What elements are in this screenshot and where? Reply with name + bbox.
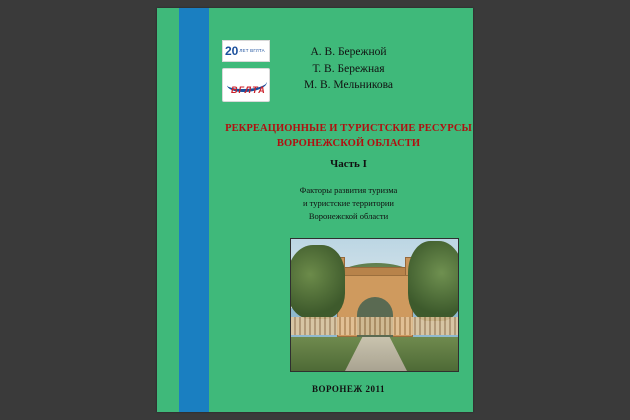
book-cover xyxy=(157,8,473,412)
anniversary-number: 20 xyxy=(225,44,239,58)
volume-part: Часть I xyxy=(330,158,367,170)
spine-green-outer xyxy=(157,8,179,412)
spine-blue-band xyxy=(179,8,209,412)
photo-fence xyxy=(291,317,458,335)
cover-photograph xyxy=(290,238,459,372)
anniversary-label: ЛЕТ ВГЛТА xyxy=(239,47,265,53)
author-3: М. В. Мельникова xyxy=(303,79,393,92)
authors-block xyxy=(214,44,473,94)
publisher-logo-text: ВГЛТА xyxy=(231,85,266,95)
author-2: Т. В. Бережная xyxy=(312,62,385,75)
photo-trees-left xyxy=(290,245,345,319)
subtitle-line-3: Воронежской области xyxy=(308,210,389,221)
author-1: А. В. Бережной xyxy=(310,46,387,58)
book-title xyxy=(214,121,473,151)
title-line-1: РЕКРЕАЦИОННЫЕ И ТУРИСТСКИЕ РЕСУРСЫ xyxy=(225,123,472,134)
photo-trees-right xyxy=(408,241,459,321)
title-line-2: ВОРОНЕЖСКОЙ ОБЛАСТИ xyxy=(276,138,421,150)
subtitle-line-2: и туристские территории xyxy=(302,197,394,208)
subtitle-block xyxy=(214,184,473,222)
cover-face xyxy=(214,8,473,412)
subtitle-line-1: Факторы развития туризма xyxy=(299,185,398,195)
imprint-footer: ВОРОНЕЖ 2011 xyxy=(311,384,386,394)
